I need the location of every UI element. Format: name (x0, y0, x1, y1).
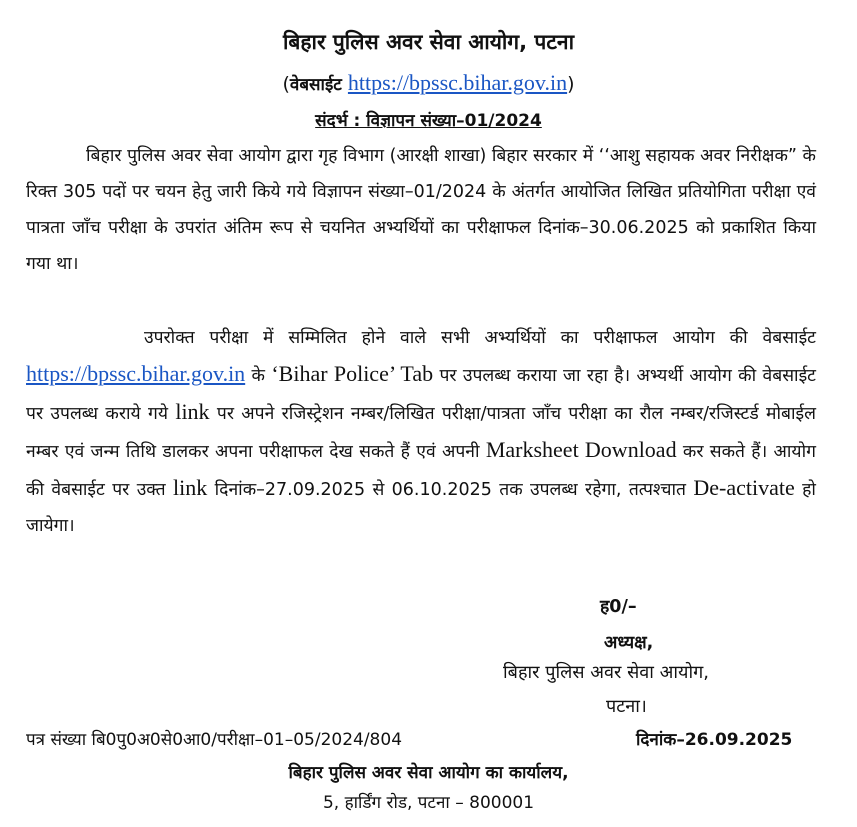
signature-organisation: बिहार पुलिस अवर सेवा आयोग, (503, 662, 709, 683)
para2-part5: कर सकते हैं। आयोग की वेबसाईट पर उक्त (26, 442, 816, 500)
signature-designation: अध्यक्ष, (604, 633, 654, 653)
bihar-police-tab-text: ‘Bihar Police’ Tab (271, 361, 434, 386)
deactivate-text: De-activate (693, 475, 795, 500)
signature-city: पटना। (606, 696, 647, 717)
letter-number: पत्र संख्या बि0पु0अ0से0आ0/परीक्षा–01–05/2024/804 (26, 730, 403, 750)
page-title: बिहार पुलिस अवर सेवा आयोग, पटना (282, 30, 575, 54)
link-word: link (175, 399, 210, 424)
office-name: बिहार पुलिस अवर सेवा आयोग का कार्यालय, (288, 763, 569, 783)
para2-part2: के (251, 366, 265, 386)
office-address: 5, हार्डिंग रोड, पटना – 800001 (322, 793, 535, 813)
signature-mark: ह0/– (600, 597, 637, 617)
para2-part1: उपरोक्त परीक्षा में सम्मिलित होने वाले सभी अभ्यर्थियों का परीक्षाफल आयोग की वेबसाईट (144, 328, 816, 348)
website-close-paren: ) (567, 73, 575, 95)
paragraph-two (26, 320, 816, 544)
paragraph-website-link[interactable]: https://bpssc.bihar.gov.in (26, 361, 246, 386)
letter-date: दिनांक–26.09.2025 (636, 730, 793, 750)
website-open-paren: ( (282, 73, 290, 95)
para2-part7: हो जायेगा। (26, 480, 816, 536)
para2-part4: पर अपने रजिस्ट्रेशन नम्बर/लिखित परीक्षा/पात्रता जाँच परीक्षा का रौल नम्बर/रजिस्टर्ड मोबाईल नम्बर एवं जन्म तिथि डालकर अपना परीक्षाफल देख सकते हैं एवं अपनी (26, 404, 816, 462)
reference-text: संदर्भ : विज्ञापन संख्या–01/2024 (315, 111, 542, 131)
paragraph-one: बिहार पुलिस अवर सेवा आयोग द्वारा गृह विभाग (आरक्षी शाखा) बिहार सरकार में ‘‘आशु सहायक अवर निरीक्षक” के रिक्त 305 पदों पर चयन हेतु जारी किये गये विज्ञापन संख्या–01/2024 के अंतर्गत आयोजित लिखित प्रतियोगिता परीक्षा एवं पात्रता जाँच परीक्षा के उपरांत अंतिम रूप से चयनित अभ्यर्थियों का परीक्षाफल दिनांक–30.06.2025 को प्रकाशित किया गया था। (26, 146, 816, 274)
para2-part3: पर उपलब्ध कराया जा रहा है। अभ्यर्थी आयोग की वेबसाईट पर उपलब्ध कराये गये (26, 366, 816, 424)
website-label: वेबसाईट (289, 75, 342, 95)
para2-part6: दिनांक–27.09.2025 से 06.10.2025 तक उपलब्ध रहेगा, तत्पश्चात (214, 480, 686, 500)
website-line (0, 70, 857, 96)
reference-line (0, 108, 857, 131)
marksheet-download-text: Marksheet Download (485, 437, 677, 462)
website-link[interactable]: https://bpssc.bihar.gov.in (347, 70, 568, 95)
link-word-2: link (173, 475, 208, 500)
